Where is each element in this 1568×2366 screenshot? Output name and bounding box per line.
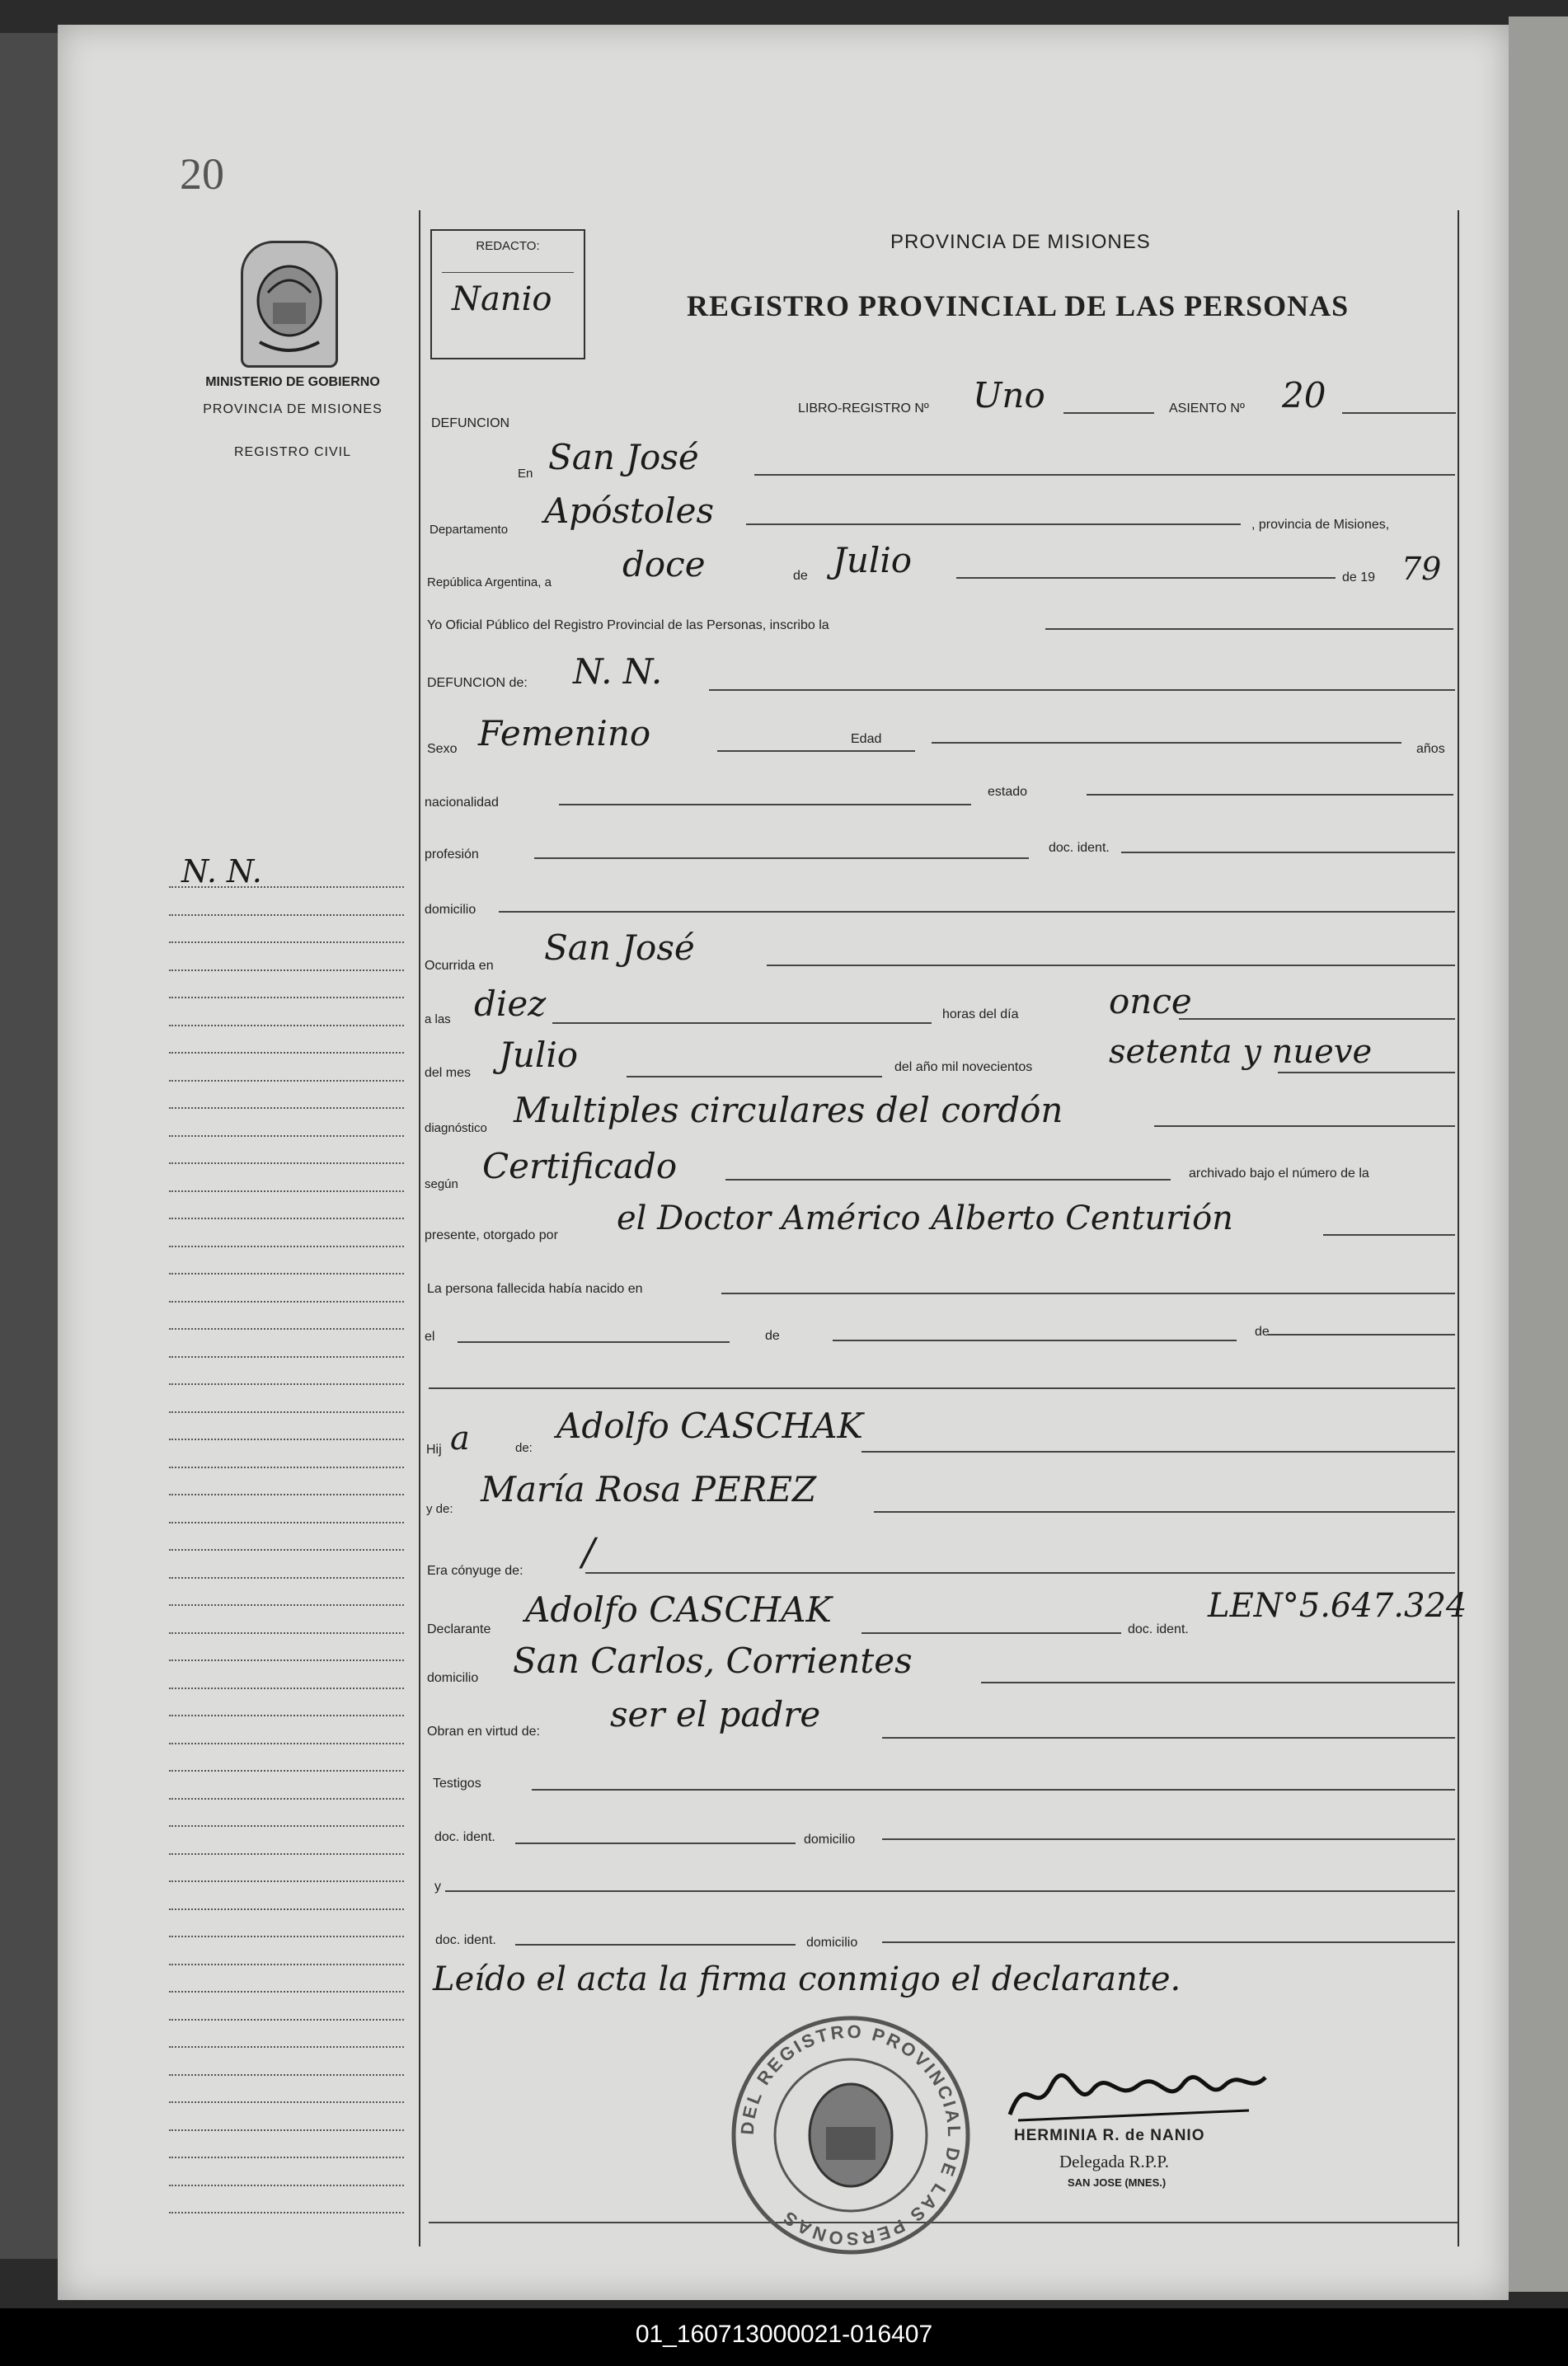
form-rule [1045, 628, 1453, 630]
form-rule [1087, 794, 1453, 796]
form-rule [767, 965, 1455, 966]
right-form-border [1458, 210, 1459, 2246]
form-rule [559, 804, 971, 805]
decl-doc-label: doc. ident. [1128, 1622, 1189, 1636]
form-rule [932, 742, 1401, 744]
margin-rule [169, 1135, 404, 1137]
ocurrida-label: Ocurrida en [425, 959, 494, 973]
form-rule [717, 750, 915, 752]
form-rule [1154, 1125, 1455, 1127]
form-rule [882, 1941, 1455, 1943]
hija-label: Hij [426, 1443, 442, 1457]
decl-dom-value: San Carlos, Corrientes [513, 1641, 913, 1681]
de-label: de [793, 569, 808, 583]
nacido-label: La persona fallecida había nacido en [427, 1282, 643, 1296]
diagnostico-label: diagnóstico [425, 1121, 487, 1135]
y-de-label: y de: [426, 1502, 453, 1516]
left-form-border [419, 210, 420, 2246]
margin-rule [169, 1356, 404, 1358]
page-number: 20 [180, 149, 224, 199]
archivado-label: archivado bajo el número de la [1189, 1167, 1369, 1181]
margin-rule [169, 1604, 404, 1606]
anio-mil-label: del año mil novecientos [894, 1060, 1033, 1074]
handwritten-signature [1002, 2061, 1282, 2127]
presente-value: el Doctor Américo Alberto Centurión [617, 1199, 1233, 1237]
asiento-value: 20 [1282, 375, 1326, 415]
a-las-label: a las [425, 1012, 451, 1026]
margin-rule [169, 941, 404, 943]
libro-label: LIBRO-REGISTRO Nº [798, 401, 929, 415]
conyuge-label: Era cónyuge de: [427, 1564, 523, 1578]
form-rule [458, 1341, 730, 1343]
horas-value: diez [474, 983, 547, 1024]
margin-rule [169, 1715, 404, 1716]
defuncion-de-value: N. N. [573, 651, 663, 692]
form-rule [874, 1511, 1455, 1513]
form-rule [429, 1387, 1455, 1389]
margin-rule [169, 2129, 404, 2131]
form-rule [532, 1789, 1455, 1791]
t-doc-label: doc. ident. [434, 1830, 495, 1844]
margin-rule [169, 2157, 404, 2158]
redacto-value: Nanio [452, 280, 552, 318]
margin-rule [169, 1549, 404, 1551]
form-rule [721, 1293, 1455, 1294]
el-label: el [425, 1330, 435, 1344]
hija-suffix: a [450, 1420, 470, 1458]
dia-value: doce [622, 544, 706, 584]
decl-doc-value: LEN°5.647.324 [1208, 1587, 1467, 1625]
sexo-value: Femenino [478, 713, 651, 753]
diagnostico-value: Multiples circulares del cordón [514, 1090, 1063, 1130]
margin-rule [169, 1328, 404, 1330]
form-rule [882, 1838, 1455, 1840]
form-rule [861, 1632, 1121, 1634]
padre-value: Adolfo CASCHAK [556, 1406, 863, 1446]
margin-rule [169, 1798, 404, 1800]
form-rule [445, 1890, 1455, 1892]
form-rule [627, 1076, 882, 1077]
book-spine [0, 33, 66, 2259]
signatory-place: SAN JOSE (MNES.) [1068, 2176, 1167, 2189]
t2-dom-label: domicilio [806, 1936, 858, 1950]
en-label: En [518, 467, 533, 481]
form-rule [981, 1682, 1455, 1683]
anos-label: años [1416, 742, 1445, 756]
ministry-line3: REGISTRO CIVIL [233, 445, 352, 459]
margin-rule [169, 1494, 404, 1495]
margin-rule [169, 1107, 404, 1109]
t2-doc-label: doc. ident. [435, 1933, 496, 1947]
margin-rule [169, 1246, 404, 1247]
redacto-box [430, 229, 585, 359]
form-rule [746, 523, 1241, 525]
margin-rule [169, 1991, 404, 1993]
margin-rule [169, 2019, 404, 2021]
registry-heading: REGISTRO PROVINCIAL DE LAS PERSONAS [687, 289, 1350, 322]
form-rule [754, 474, 1455, 476]
margin-rule [169, 1522, 404, 1523]
ministry-line1: MINISTERIO DE GOBIERNO [205, 375, 380, 389]
form-rule [515, 1944, 796, 1946]
stamp-text: DEL REGISTRO PROVINCIAL DE LAS PERSONAS [736, 2021, 965, 2250]
ocurrida-value: San José [544, 927, 695, 968]
margin-rule [169, 1025, 404, 1026]
doc-ident-label: doc. ident. [1049, 841, 1110, 855]
margin-rule [169, 1688, 404, 1689]
file-id: 01_160713000021-016407 [635, 2321, 933, 2348]
en-value: San José [548, 437, 699, 477]
oficial-text: Yo Oficial Público del Registro Provincial de las Personas, inscribo la [427, 618, 829, 632]
margin-rule [169, 2212, 404, 2213]
margin-rule [169, 2101, 404, 2103]
obran-value: ser el padre [610, 1694, 821, 1735]
republica-label: República Argentina, a [427, 575, 552, 589]
margin-rule [169, 1273, 404, 1275]
form-rule [1323, 1234, 1455, 1236]
form-rule [1342, 412, 1456, 414]
official-stamp [727, 2012, 974, 2259]
province-heading: PROVINCIA DE MISIONES [890, 231, 1151, 253]
madre-value: María Rosa PEREZ [481, 1469, 817, 1509]
margin-rule [169, 1052, 404, 1054]
closing-statement: Leído el acta la firma conmigo el declarante. [433, 1960, 1181, 1998]
nacionalidad-label: nacionalidad [425, 796, 499, 810]
margin-rule [169, 1880, 404, 1882]
form-rule [534, 857, 1029, 859]
del-mes-label: del mes [425, 1066, 472, 1080]
segun-value: Certificado [482, 1146, 678, 1186]
margin-rule [169, 1825, 404, 1827]
form-rule [882, 1737, 1455, 1739]
margin-rule [169, 2185, 404, 2186]
segun-label: según [425, 1177, 458, 1191]
form-rule [585, 1572, 1455, 1574]
margin-rule [169, 1743, 404, 1744]
margin-rule [169, 997, 404, 998]
margin-rule [169, 1301, 404, 1303]
form-rule [1179, 1018, 1455, 1020]
hija-de-label: de: [515, 1441, 533, 1455]
anio-value: 79 [1401, 551, 1442, 587]
decl-dom-label: domicilio [427, 1671, 479, 1685]
y-label: y [434, 1880, 441, 1894]
form-rule [1121, 852, 1455, 853]
margin-rule [169, 1080, 404, 1082]
anio-ocurr-value: setenta y nueve [1109, 1033, 1373, 1071]
margin-name: N. N. [181, 853, 262, 890]
edad-label: Edad [851, 732, 882, 746]
margin-rule [169, 969, 404, 971]
redacto-label: REDACTO: [476, 239, 540, 253]
margin-rule [169, 1853, 404, 1855]
margin-rule [169, 1908, 404, 1910]
margin-rule [169, 1577, 404, 1579]
form-rule [709, 689, 1455, 691]
presente-label: presente, otorgado por [425, 1228, 558, 1242]
margin-rule [169, 1467, 404, 1468]
margin-rule [169, 1632, 404, 1634]
form-rule [861, 1451, 1455, 1453]
testigos-label: Testigos [433, 1777, 481, 1791]
libro-value: Uno [973, 375, 1045, 415]
ministry-line2: PROVINCIA DE MISIONES [203, 402, 383, 416]
de-label-2: de [765, 1329, 780, 1343]
declarante-label: Declarante [427, 1622, 491, 1636]
coat-of-arms-emblem [241, 241, 338, 368]
form-rule [1063, 412, 1154, 414]
form-rule [1278, 1072, 1455, 1073]
margin-rule [169, 1411, 404, 1413]
asiento-label: ASIENTO Nº [1169, 401, 1245, 415]
domicilio-label: domicilio [425, 903, 477, 917]
mes-value: Julio [833, 540, 913, 580]
sexo-label: Sexo [427, 742, 458, 756]
declarante-value: Adolfo CASCHAK [525, 1589, 832, 1630]
horas-label: horas del día [942, 1007, 1019, 1021]
margin-rule [169, 2046, 404, 2048]
conyuge-value: / [582, 1529, 595, 1574]
de19-label: de 19 [1342, 570, 1376, 584]
form-rule [499, 911, 1455, 913]
margin-rule [169, 2074, 404, 2076]
mes-ocurr-value: Julio [499, 1035, 579, 1075]
defuncion-de-label: DEFUNCION de: [427, 676, 528, 690]
margin-rule [169, 1383, 404, 1385]
dia-ocurr-value: once [1109, 981, 1192, 1021]
estado-label: estado [988, 785, 1028, 799]
form-rule [515, 1843, 796, 1844]
de-label-3: de [1255, 1325, 1270, 1339]
margin-rule [169, 1936, 404, 1937]
form-rule [956, 577, 1336, 579]
margin-rule [169, 1439, 404, 1440]
margin-rule [169, 1190, 404, 1192]
margin-rule [169, 1218, 404, 1219]
departamento-value: Apóstoles [544, 491, 715, 531]
margin-rule [169, 1770, 404, 1772]
margin-rule [169, 1964, 404, 1965]
form-rule [552, 1022, 932, 1024]
provincia-suffix: , provincia de Misiones, [1251, 518, 1390, 532]
form-rule [833, 1340, 1237, 1341]
t-dom-label: domicilio [804, 1833, 856, 1847]
profesion-label: profesión [425, 847, 479, 861]
signatory-name: HERMINIA R. de NANIO [1014, 2127, 1205, 2144]
obran-label: Obran en virtud de: [427, 1725, 540, 1739]
departamento-label: Departamento [430, 523, 509, 537]
signatory-title: Delegada R.P.P. [1059, 2152, 1169, 2171]
form-rule [1268, 1334, 1455, 1336]
facing-page-edge [1509, 16, 1568, 2292]
type-label: DEFUNCION [431, 416, 510, 430]
margin-rule [169, 1162, 404, 1164]
margin-rule [169, 1659, 404, 1661]
form-rule [725, 1179, 1171, 1181]
margin-rule [169, 914, 404, 916]
